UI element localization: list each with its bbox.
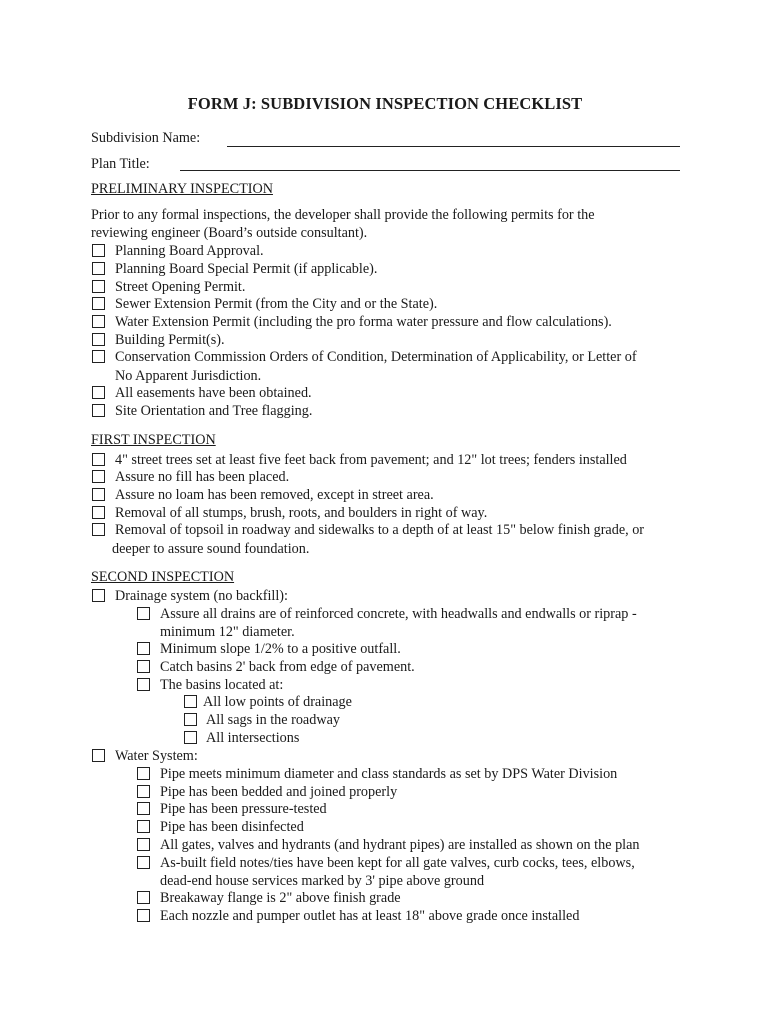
checkbox-reinforced-drains[interactable] [137, 607, 150, 620]
checkbox-site-orientation[interactable] [92, 404, 105, 417]
checkbox-low-points[interactable] [184, 695, 197, 708]
first-inspection-heading: FIRST INSPECTION [91, 432, 216, 448]
item-label: Planning Board Special Permit (if applicable). [115, 261, 378, 277]
plan-title-field[interactable] [180, 170, 680, 171]
item-label: Assure no loam has been removed, except in street area. [115, 487, 434, 503]
plan-title-label: Plan Title: [91, 156, 150, 172]
checkbox-conservation-commission[interactable] [92, 350, 105, 363]
item-label-continued: No Apparent Jurisdiction. [115, 368, 262, 384]
checkbox-intersections[interactable] [184, 731, 197, 744]
item-label: Breakaway flange is 2" above finish grade [160, 890, 401, 906]
page-title: FORM J: SUBDIVISION INSPECTION CHECKLIST [187, 94, 583, 113]
preliminary-heading: PRELIMINARY INSPECTION [91, 181, 273, 197]
subdivision-name-label: Subdivision Name: [91, 130, 201, 146]
item-label: All sags in the roadway [206, 712, 340, 728]
item-label: Pipe has been pressure-tested [160, 801, 327, 817]
item-label: Catch basins 2' back from edge of pavement. [160, 659, 415, 675]
item-label: Removal of topsoil in roadway and sidewalks to a depth of at least 15" below finish grade, or [115, 522, 645, 538]
second-inspection-heading: SECOND INSPECTION [91, 569, 235, 585]
item-label: All intersections [206, 730, 300, 746]
checkbox-street-trees[interactable] [92, 453, 105, 466]
checkbox-topsoil-removal[interactable] [92, 523, 105, 536]
item-label: Planning Board Approval. [115, 243, 264, 259]
item-label-continued: minimum 12" diameter. [160, 624, 295, 640]
item-label: Each nozzle and pumper outlet has at least 18" above grade once installed [160, 908, 580, 924]
checkbox-building-permits[interactable] [92, 333, 105, 346]
drainage-system-label: Drainage system (no backfill): [115, 588, 288, 604]
checkbox-water-extension[interactable] [92, 315, 105, 328]
preliminary-intro-line2: reviewing engineer (Board’s outside consultant). [91, 225, 368, 241]
item-label: Assure no fill has been placed. [115, 469, 290, 485]
checkbox-planning-board-approval[interactable] [92, 244, 105, 257]
checkbox-sags[interactable] [184, 713, 197, 726]
checkbox-easements[interactable] [92, 386, 105, 399]
subdivision-name-field[interactable] [227, 146, 680, 147]
checkbox-street-opening[interactable] [92, 280, 105, 293]
water-system-label: Water System: [115, 748, 198, 764]
checkbox-pipe-bedded[interactable] [137, 785, 150, 798]
item-label: Pipe has been bedded and joined properly [160, 784, 398, 800]
item-label-continued: dead-end house services marked by 3' pipe above ground [160, 873, 485, 889]
item-label: Water Extension Permit (including the pro forma water pressure and flow calculations). [115, 314, 612, 330]
item-label: Street Opening Permit. [115, 279, 246, 295]
checkbox-catch-basins[interactable] [137, 660, 150, 673]
checkbox-minimum-slope[interactable] [137, 642, 150, 655]
checkbox-no-loam[interactable] [92, 488, 105, 501]
checkbox-breakaway-flange[interactable] [137, 891, 150, 904]
checkbox-drainage-system[interactable] [92, 589, 105, 602]
checkbox-sewer-extension[interactable] [92, 297, 105, 310]
item-label: Site Orientation and Tree flagging. [115, 403, 313, 419]
item-label: Minimum slope 1/2% to a positive outfall. [160, 641, 401, 657]
item-label-continued: deeper to assure sound foundation. [112, 541, 310, 557]
checkbox-no-fill[interactable] [92, 470, 105, 483]
item-label: 4" street trees set at least five feet back from pavement; and 12" lot trees; fenders installed [115, 452, 627, 468]
checkbox-special-permit[interactable] [92, 262, 105, 275]
item-label: Sewer Extension Permit (from the City and or the State). [115, 296, 438, 312]
item-label: Conservation Commission Orders of Condition, Determination of Applicability, or Letter of [115, 349, 637, 365]
item-label: Pipe has been disinfected [160, 819, 304, 835]
checkbox-nozzle-outlet[interactable] [137, 909, 150, 922]
item-label: All gates, valves and hydrants (and hydrant pipes) are installed as shown on the plan [160, 837, 640, 853]
item-label: Assure all drains are of reinforced concrete, with headwalls and endwalls or riprap - [160, 606, 637, 622]
checkbox-pipe-diameter[interactable] [137, 767, 150, 780]
checkbox-basins-located[interactable] [137, 678, 150, 691]
checkbox-water-system[interactable] [92, 749, 105, 762]
item-label: All low points of drainage [203, 694, 352, 710]
checkbox-pipe-disinfected[interactable] [137, 820, 150, 833]
item-label: As-built field notes/ties have been kept for all gate valves, curb cocks, tees, elbows, [160, 855, 635, 871]
item-label: Pipe meets minimum diameter and class standards as set by DPS Water Division [160, 766, 618, 782]
item-label: All easements have been obtained. [115, 385, 312, 401]
checkbox-pipe-pressure-tested[interactable] [137, 802, 150, 815]
preliminary-intro-line1: Prior to any formal inspections, the developer shall provide the following permits for the [91, 207, 595, 223]
checkbox-gates-valves-hydrants[interactable] [137, 838, 150, 851]
item-label: The basins located at: [160, 677, 284, 693]
checkbox-stumps-removal[interactable] [92, 506, 105, 519]
checkbox-as-built-notes[interactable] [137, 856, 150, 869]
item-label: Building Permit(s). [115, 332, 225, 348]
item-label: Removal of all stumps, brush, roots, and boulders in right of way. [115, 505, 488, 521]
